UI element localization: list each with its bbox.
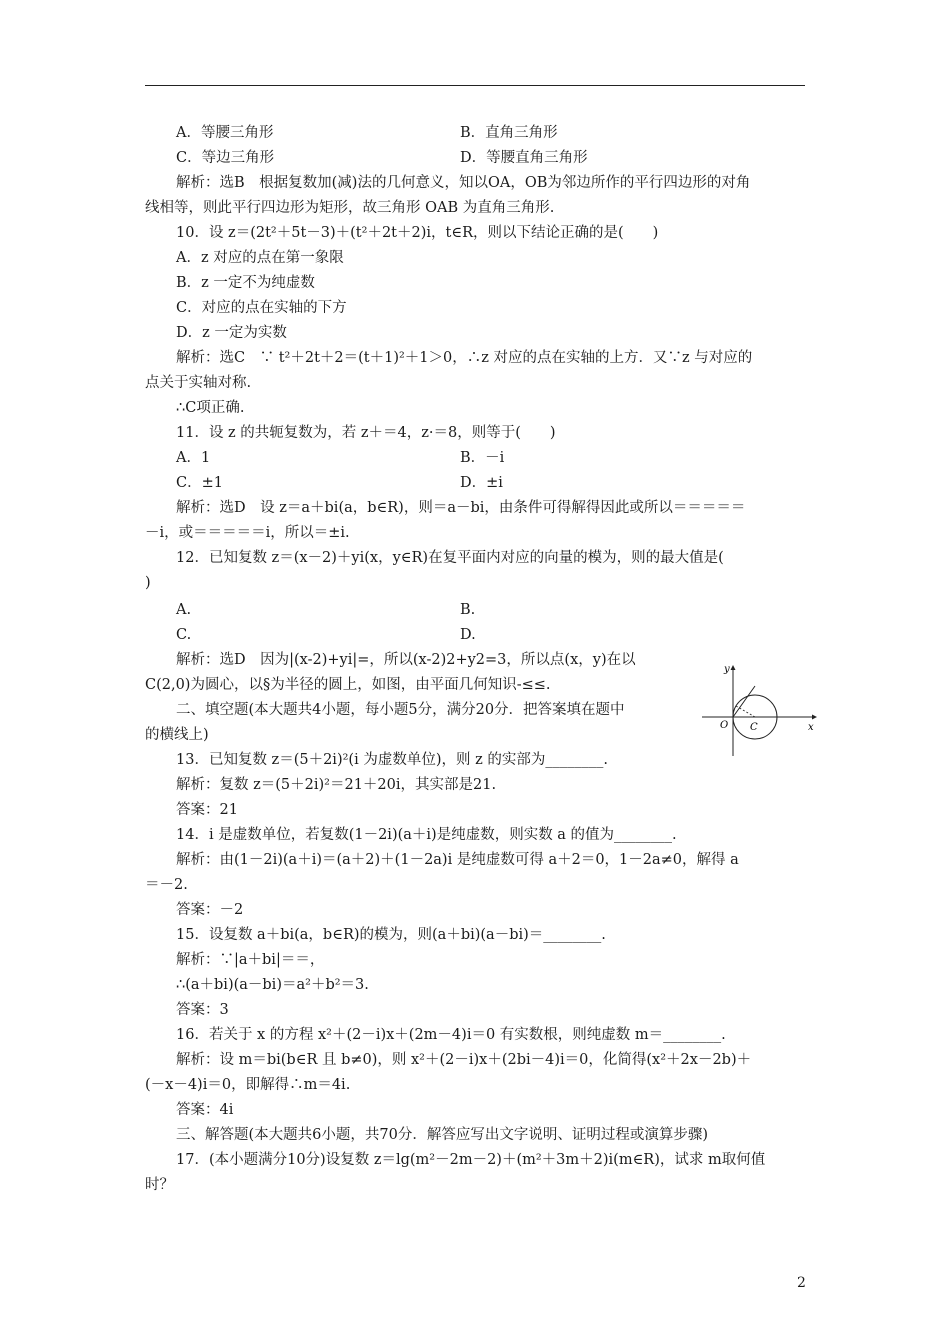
option-c: C．±1 <box>176 475 223 491</box>
answer-text: 答案：21 <box>176 802 238 818</box>
question-14: 14．i 是虚数单位，若复数(1－2i)(a＋i)是纯虚数，则实数 a 的值为________. <box>176 827 677 843</box>
option-a: A. <box>176 602 192 618</box>
solution-text: (－x－4)i＝0，即解得∴m＝4i. <box>145 1077 351 1093</box>
solution-text: 解析：选D 因为|(x-2)+yi|=，所以(x-2)2+y2=3，所以点(x，y)在以 <box>176 652 636 668</box>
page-number: 2 <box>797 1275 806 1291</box>
solution-text: 解析：选C ∵ t²＋2t＋2＝(t＋1)²＋1＞0，∴z 对应的点在实轴的上方．又∵z 与对应的 <box>176 350 753 366</box>
x-axis-arrow <box>812 715 817 720</box>
question-11: 11．设 z 的共轭复数为，若 z＋＝4，z·＝8，则等于( ) <box>176 425 556 441</box>
solution-text: ＝－2. <box>145 877 188 893</box>
option-b: B．－i <box>460 450 505 466</box>
section-heading-cont: 的横线上) <box>145 727 209 743</box>
option-a: A．z 对应的点在第一象限 <box>176 250 344 266</box>
option-c: C. <box>176 627 192 643</box>
question-16: 16．若关于 x 的方程 x²＋(2－i)x＋(2m－4)i＝0 有实数根，则纯虚数 m＝________. <box>176 1027 726 1043</box>
option-c: C．对应的点在实轴的下方 <box>176 300 347 316</box>
x-label: x <box>808 722 814 733</box>
solution-text: ∴(a＋bi)(a－bi)＝a²＋b²＝3. <box>176 977 369 993</box>
option-d: D. <box>460 627 476 643</box>
header-rule <box>145 85 805 86</box>
option-c: C．等边三角形 <box>176 150 275 166</box>
answer-text: 答案：－2 <box>176 902 244 918</box>
question-12: 12．已知复数 z＝(x－2)＋yi(x，y∈R)在复平面内对应的向量的模为，则的最大值是( <box>176 550 724 566</box>
option-d: D．±i <box>460 475 503 491</box>
solution-text: 点关于实轴对称. <box>145 375 252 391</box>
solution-text: 解析：选D 设 z＝a＋bi(a，b∈R)，则＝a－bi，由条件可得解得因此或所以＝＝＝＝＝ <box>176 500 746 516</box>
option-d: D．z 一定为实数 <box>176 325 287 341</box>
circle-diagram <box>700 660 820 760</box>
question-15: 15．设复数 a＋bi(a，b∈R)的模为，则(a＋bi)(a－bi)＝________. <box>176 927 606 943</box>
solution-text: 线相等，则此平行四边形为矩形，故三角形 OAB 为直角三角形. <box>145 200 555 216</box>
center-label: C <box>750 722 758 733</box>
question-10: 10．设 z＝(2t²＋5t－3)＋(t²＋2t＋2)i，t∈R，则以下结论正确的是( ) <box>176 225 659 241</box>
answer-text: 答案：3 <box>176 1002 229 1018</box>
tangent-line <box>733 686 755 717</box>
question-17-cont: 时？ <box>145 1177 174 1193</box>
option-b: B．直角三角形 <box>460 125 558 141</box>
section-heading: 三、解答题(本大题共6小题，共70分．解答应写出文字说明、证明过程或演算步骤) <box>176 1127 708 1143</box>
solution-text: 解析：设 m＝bi(b∈R 且 b≠0)，则 x²＋(2－i)x＋(2bi－4)i＝0，化简得(x²＋2x－2b)＋ <box>176 1052 752 1068</box>
y-label: y <box>724 664 730 675</box>
solution-text: －i，或＝＝＝＝＝i，所以＝±i. <box>145 525 350 541</box>
option-b: B．z 一定不为纯虚数 <box>176 275 315 291</box>
section-heading: 二、填空题(本大题共4小题，每小题5分，满分20分．把答案填在题中 <box>176 702 625 718</box>
origin-label: O <box>720 720 729 731</box>
solution-text: 解析：∵|a＋bi|＝＝， <box>176 952 325 968</box>
solution-text: ∴C项正确. <box>176 400 245 416</box>
dashed-radius <box>736 706 755 717</box>
solution-text: 解析：选B 根据复数加(减)法的几何意义，知以OA，OB为邻边所作的平行四边形的对角 <box>176 175 751 191</box>
question-12-cont: ) <box>145 575 151 591</box>
question-17: 17．(本小题满分10分)设复数 z＝lg(m²－2m－2)＋(m²＋3m＋2)i(m∈R)，试求 m取何值 <box>176 1152 766 1168</box>
solution-text: 解析：由(1－2i)(a＋i)＝(a＋2)＋(1－2a)i 是纯虚数可得 a＋2＝0，1－2a≠0，解得 a <box>176 852 739 868</box>
solution-text: 解析：复数 z＝(5＋2i)²＝21＋20i，其实部是21. <box>176 777 497 793</box>
y-axis-arrow <box>731 665 736 670</box>
option-a: A．1 <box>176 450 211 466</box>
option-d: D．等腰直角三角形 <box>460 150 588 166</box>
question-13: 13．已知复数 z＝(5＋2i)²(i 为虚数单位)，则 z 的实部为________. <box>176 752 608 768</box>
solution-text: C(2,0)为圆心，以§为半径的圆上，如图，由平面几何知识-≤≤. <box>145 677 551 693</box>
option-a: A．等腰三角形 <box>176 125 274 141</box>
answer-text: 答案：4i <box>176 1102 234 1118</box>
option-b: B. <box>460 602 476 618</box>
